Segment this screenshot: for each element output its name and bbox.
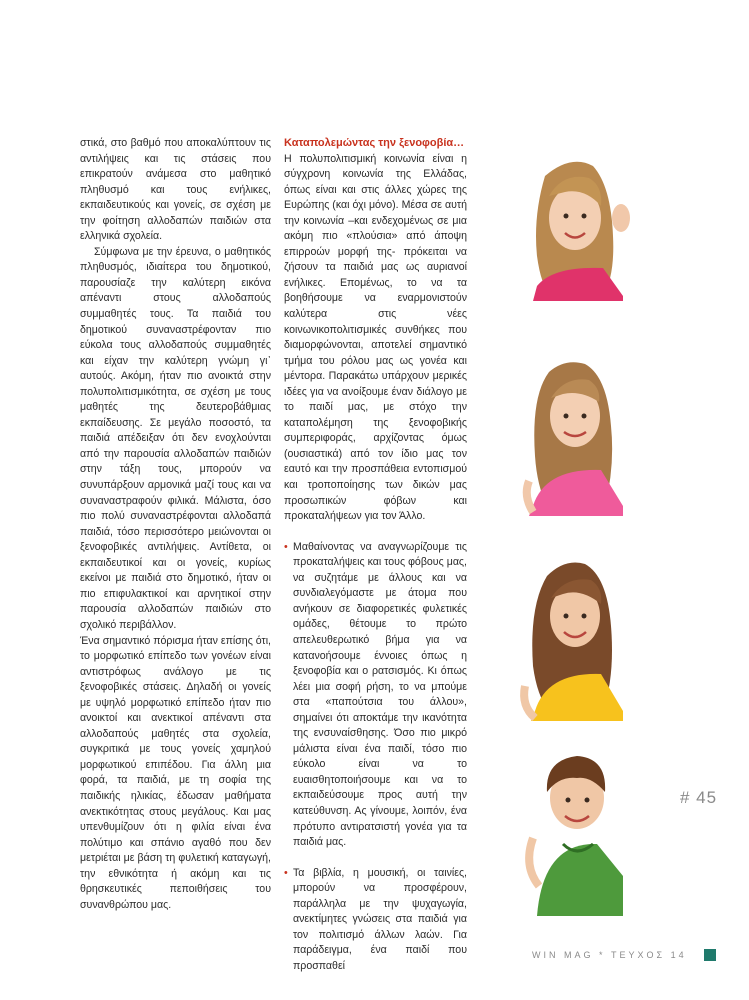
bullet-text: Μαθαίνοντας να αναγνωρίζουμε τις προκαταλήψεις και τους φόβους μας, να συζητάμε με άλλους και να συνδιαλεγόμαστε με άτομα που ανήκουν σε διαφορετικές φυλετικές ομάδες, θέτουμε το πρώτο απελευθερωτικό βήμα για να κατανοήσουμε έννοιες όπως η ξενοφοβία και ο ρατσισμός. Κι όπως λέει μια σοφή ρήση, το να μπούμε στα «παπούτσια του άλλου», σημαίνει ότι αποκτάμε την ικανότητα της ενσυναίσθησης. Όσο πιο μικρό μάλιστα είναι ένα παιδί, τόσο πιο εύκολο είναι να το ευαισθητοποιήσουμε και να το εκπαιδεύσουμε προς αυτή την κατεύθυνση. Ας γίνουμε, λοιπόν, ένα πρότυπο αντιρατσιστή γονέα για τα παιδιά μας.: [293, 540, 467, 849]
bullet-icon: •: [284, 866, 288, 879]
bullet-item: [284, 866, 467, 975]
section-heading: Καταπολεμώντας την ξενοφοβία…: [284, 137, 465, 149]
boy-green-shirt: [529, 726, 657, 916]
children-photo: [493, 136, 657, 916]
article-left-column: [80, 136, 271, 913]
footer-square-icon: [704, 949, 716, 961]
girl-pink-top: [533, 136, 657, 306]
paragraph: Ένα σημαντικό πόρισμα ήταν επίσης ότι, το μορφωτικό επίπεδο των γονέων είναι αντιστρόφως ανάλογο με τις ξενοφοβικές στάσεις. Δηλαδή οι γονείς με υψηλό μορφωτικό επίπεδο ήταν πιο ανοικτοί και ανεκτικοί απέναντι στα αλλοδαπούς μαθητές στα σχολεία, συγκριτικά με τους γονείς χαμηλού μορφωτικού επιπέδου. Για άλλη μια φορά, τα παιδιά, με τη σοφία της παιδικής ηλικίας, έδωσαν μαθήματα ανεκτικότητας στους μεγάλους. Και μας υπενθυμίζουν ότι η φιλία είναι ένα πολύτιμο και σπάνιο αγαθό που δεν μετριέται με βάση τη φυλετική καταγωγή, την εθνικότητα ή ακόμη και τις θρησκευτικές πεποιθήσεις του συνανθρώπου μας.: [80, 634, 271, 911]
bullet-item: [284, 540, 467, 851]
article-middle-column: [284, 136, 467, 974]
bullet-icon: •: [284, 540, 288, 553]
paragraph: Σύμφωνα με την έρευνα, ο μαθητικός πληθυσμός, ιδιαίτερα του δημοτικού, παρουσίαζε την καλύτερη εικόνα απέναντι στους αλλοδαπούς συμμαθητές τους. Τα παιδιά του δημοτικού συναναστρέφονταν πιο εύκολα τους αλλοδαπούς συμμαθητές και είχαν την καλύτερη γνώμη γι᾽ αυτούς. Ακόμη, ήταν πιο ανοικτά στην πολυπολιτισμικότητα, σε σχέση με τους μαθητές της δευτεροβάθμιας εκπαίδευσης. Σε μεγάλο ποσοστό, τα παιδιά απέδειξαν ότι δεν ενοχλούνται από την παρουσία αλλοδαπών παιδιών στην τάξη τους, μπορούν να συνυπάρξουν αρμονικά μαζί τους και να συναναστραφούν φιλικά. Μάλιστα, όσο πιο πολύ συναναστρέφονται αλλοδαπά παιδιά, τόσο περισσότερο μειώνονται οι ξενοφοβικές αντιλήψεις. Αντίθετα, οι εκπαιδευτικοί και οι γονείς, κυρίως εκείνοι με παιδιά στο δημοτικό, ήταν οι πιο επιφυλακτικοί και αρνητικοί στην παρουσία αλλοδαπών παιδιών στο σχολικό περιβάλλον.: [80, 245, 271, 631]
girl-yellow-top: [524, 536, 657, 726]
paragraph: Η πολυπολιτισμική κοινωνία είναι η σύγχρονη κοινωνία της Ελλάδας, όπως είναι και στις άλλες χώρες της Ευρώπης (και όχι μόνο). Μέσα σε αυτή την κοινωνία –και ενδεχομένως σε μια ακόμη πιο «πλούσια» από άποψη επιρροών μορφή της- πρόκειται να ζήσουν τα παιδιά μας ως αυριανοί ενήλικες. Επομένως, το να τα βοηθήσουμε να εναρμονιστούν καλύτερα στις νέες κοινωνικοπολιτισμικές συνθήκες που διαμορφώνονται, αποτελεί σημαντικό τμήμα του ρόλου μας ως γονέα και μέντορα. Παρακάτω υπάρχουν μερικές ιδέες για να ανοίξουμε έναν διάλογο με το παιδί μας, με στόχο την καταπολέμηση της ξενοφοβικής συμπεριφοράς, αρχίζοντας όμως (ουσιαστικά) από τον ίδιο μας τον εαυτό και την προσπάθεια εντοπισμού και τροποποίησης των δικών μας προσωπικών φόβων και προκαταλήψεων για τον Άλλο.: [284, 152, 467, 523]
magazine-footer: WIN MAG * ΤΕΥΧΟΣ 14: [532, 950, 687, 960]
children-illustration: [493, 136, 657, 916]
girl-pink-tshirt: [527, 336, 657, 526]
page-number: # 45: [680, 788, 718, 807]
paragraph: στικά, στο βαθμό που αποκαλύπτουν τις αντιλήψεις και τις στάσεις που επικρατούν ανάμεσα στο μαθητικό πληθυσμό και τους ενήλικες, εκπαιδευτικούς και γονείς, σε σχέση με την φοίτηση αλλοδαπών παιδιών στα ελληνικά σχολεία.: [80, 137, 271, 243]
bullet-text: Τα βιβλία, η μουσική, οι ταινίες, μπορούν να προσφέρουν, παράλληλα με την ψυχαγωγία, ανεκτίμητες γνώσεις στα παιδιά για τον πολιτισμό άλλων λαών. Για παράδειγμα, ένα παιδί που προσπαθεί: [293, 866, 467, 972]
